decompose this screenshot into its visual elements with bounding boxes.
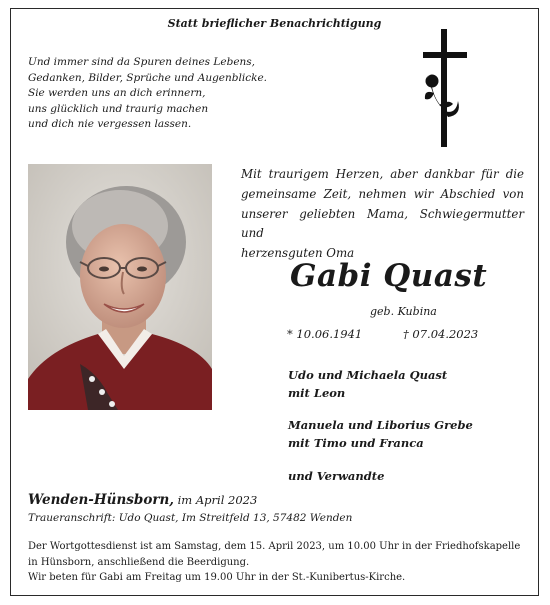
family-line: mit Timo und Franca: [288, 435, 424, 450]
death-date: † 07.04.2023: [403, 327, 479, 341]
intro-text: [241, 165, 524, 264]
poem-line: und dich nie vergessen lassen.: [28, 118, 192, 130]
family-group-2: [288, 417, 473, 452]
service-details: Der Wortgottesdienst ist am Samstag, dem 15. April 2023, um 10.00 Uhr in der Friedhofskapelle in Hünsborn, anschließend die Beerdigung.: [28, 541, 521, 568]
family-line: Manuela und Liborius Grebe: [288, 418, 473, 432]
family-group-3: und Verwandte: [288, 469, 385, 483]
birth-date: * 10.06.1941: [287, 327, 363, 341]
notice-date: im April 2023: [173, 493, 258, 507]
poem-line: Sie werden uns an dich erinnern,: [28, 87, 206, 99]
intro-line: Mit traurigem Herzen, aber dankbar für die: [241, 167, 524, 181]
place-name: Wenden-Hünsborn,: [28, 492, 174, 508]
deceased-name: Gabi Quast: [290, 258, 488, 294]
intro-line: herzensguten Oma: [241, 246, 355, 261]
place-date: [28, 489, 257, 508]
maiden-name: geb. Kubina: [370, 305, 437, 318]
mourning-address: Traueranschrift: Udo Quast, Im Streitfeld 13, 57482 Wenden: [28, 512, 353, 524]
poem-line: Gedanken, Bilder, Sprüche und Augenblicke.: [28, 71, 268, 84]
portrait-photo: [28, 164, 212, 410]
intro-line: unserer geliebten Mama, Schwiegermutter und: [241, 206, 524, 241]
prayer-details: Wir beten für Gabi am Freitag um 19.00 Uhr in der St.-Kunibertus-Kirche.: [28, 572, 406, 583]
intro-line: gemeinsame Zeit, nehmen wir Abschied von: [241, 186, 524, 201]
cross-with-rose-icon: [421, 29, 471, 147]
family-group-1: [288, 367, 447, 402]
header-notice: Statt brieflicher Benachrichtigung: [167, 17, 382, 30]
family-line: Udo und Michaela Quast: [288, 368, 448, 382]
obituary-card: [10, 8, 539, 596]
family-line: mit Leon: [288, 385, 346, 400]
service-notice: [28, 539, 528, 586]
poem: [28, 55, 267, 133]
poem-line: Und immer sind da Spuren deines Lebens,: [28, 56, 256, 68]
poem-line: uns glücklich und traurig machen: [28, 102, 209, 115]
